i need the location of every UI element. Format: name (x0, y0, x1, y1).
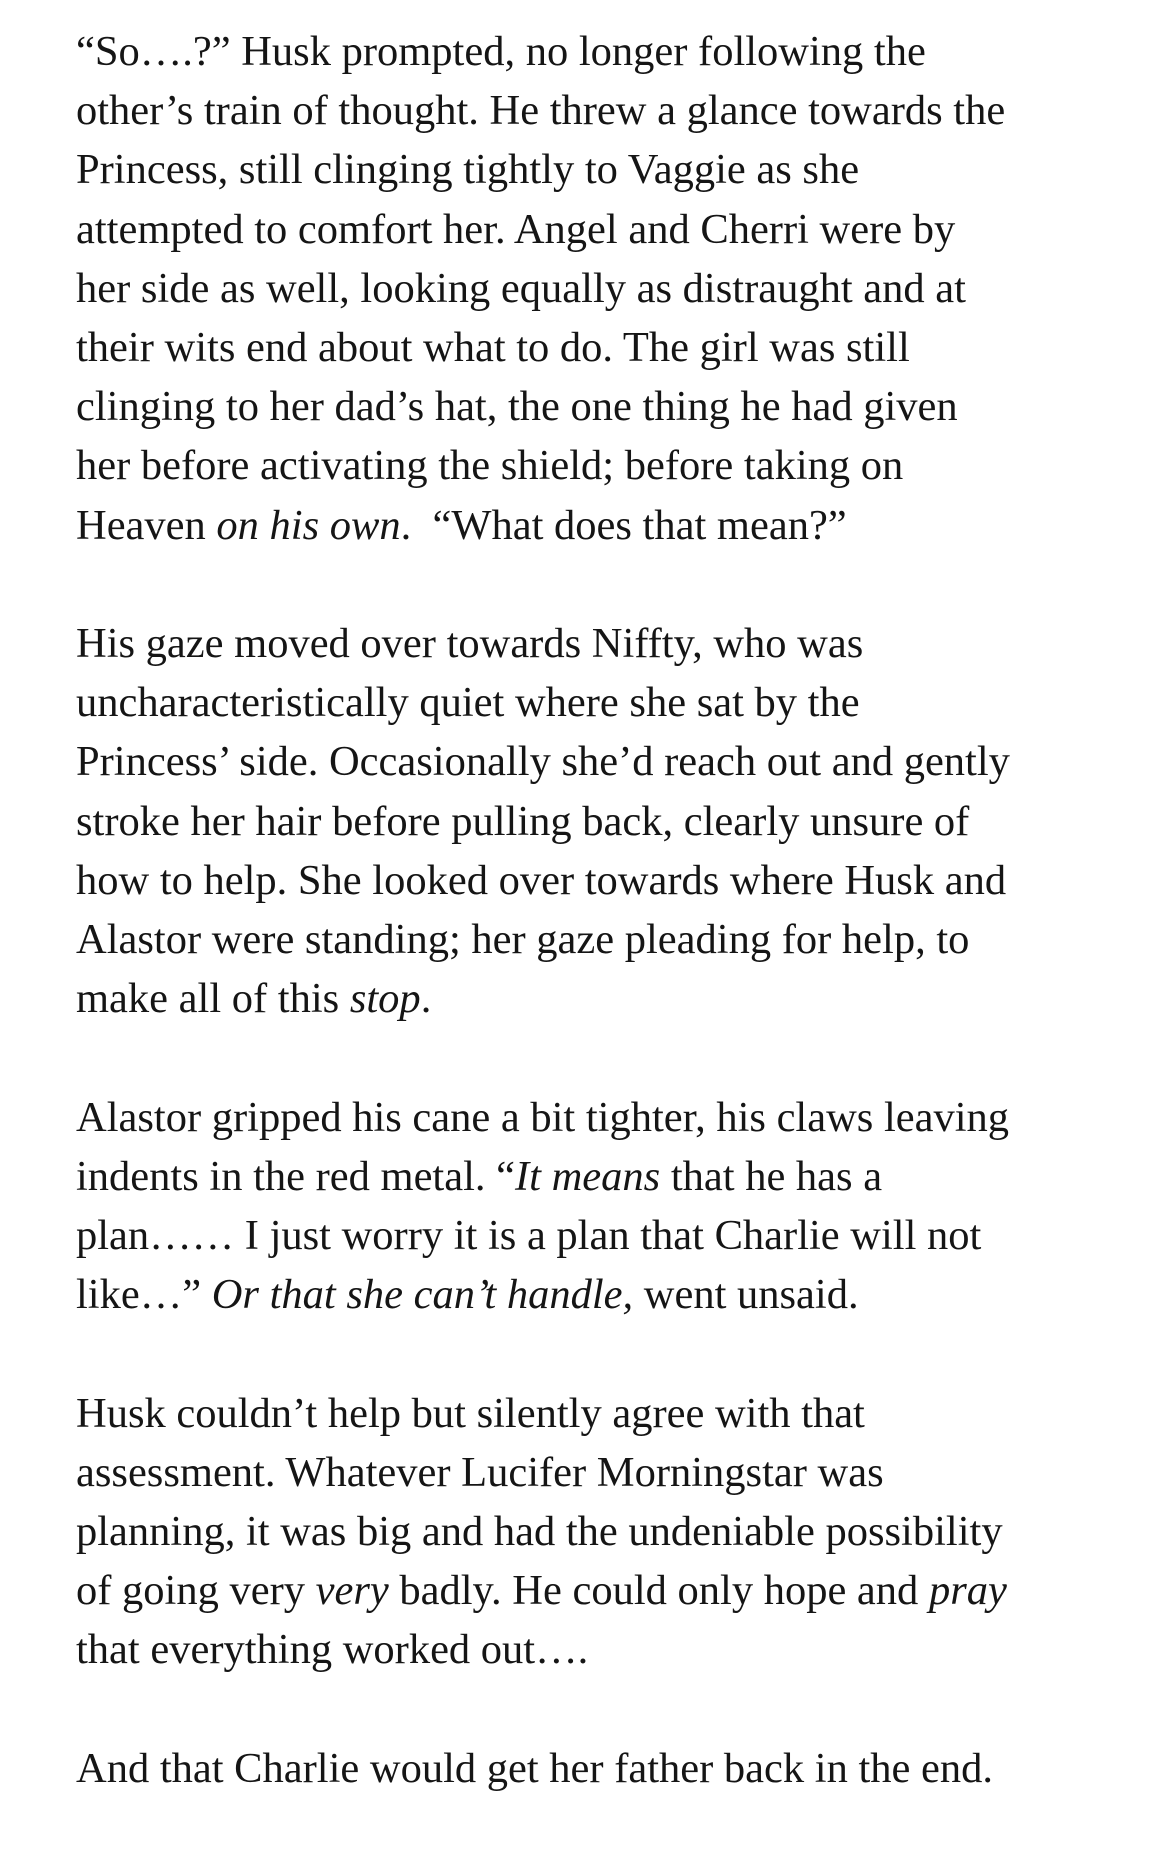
text-segment: make all of this (76, 975, 350, 1023)
italic-text: stop (349, 975, 421, 1023)
italic-text: on his own (216, 501, 401, 549)
text-segment: like…” (76, 1271, 212, 1319)
text-line (76, 1384, 1116, 1443)
text-line (76, 851, 1116, 910)
text-line (76, 140, 1116, 199)
text-line (76, 259, 1116, 318)
story-text (76, 22, 1116, 1798)
italic-text: It means (515, 1152, 661, 1200)
paragraph (76, 1384, 1116, 1680)
text-segment: Heaven (76, 501, 217, 549)
text-segment: And that Charlie would get her father back in the end. (76, 1744, 993, 1792)
text-segment: plan…… I just worry it is a plan that Charlie will not (76, 1212, 982, 1260)
text-segment: His gaze moved over towards Niffty, who was (76, 620, 864, 668)
text-line (76, 1561, 1116, 1620)
text-line (76, 910, 1116, 969)
text-segment: Husk couldn’t help but silently agree with that (76, 1389, 865, 1437)
text-line (76, 81, 1116, 140)
text-segment: planning, it was big and had the undeniable possibility (76, 1508, 1003, 1556)
text-line (76, 1088, 1116, 1147)
text-line (76, 1739, 1116, 1798)
text-line (76, 22, 1116, 81)
italic-text: Or that she can’t handle, (211, 1271, 634, 1319)
text-line (76, 1206, 1116, 1265)
text-segment: Alastor were standing; her gaze pleading for help, to (76, 916, 970, 964)
text-line (76, 969, 1116, 1028)
text-line (76, 436, 1116, 495)
paragraph (76, 1739, 1116, 1798)
text-segment: clinging to her dad’s hat, the one thing he had given (76, 383, 958, 431)
text-segment: stroke her hair before pulling back, clearly unsure of (76, 797, 970, 845)
text-segment: indents in the red metal. “ (76, 1152, 516, 1200)
text-line (76, 1620, 1116, 1679)
text-line (76, 614, 1116, 673)
text-line (76, 1502, 1116, 1561)
text-segment: uncharacteristically quiet where she sat by the (76, 679, 860, 727)
text-segment: how to help. She looked over towards where Husk and (76, 856, 1007, 904)
text-segment: that everything worked out…. (76, 1626, 589, 1674)
text-segment: of going very (76, 1567, 316, 1615)
italic-text: pray (928, 1567, 1007, 1615)
text-segment: Princess, still clinging tightly to Vaggie as she (76, 146, 860, 194)
text-segment: assessment. Whatever Lucifer Morningstar was (76, 1448, 884, 1496)
text-segment: attempted to comfort her. Angel and Cherri were by (76, 205, 956, 253)
text-line (76, 732, 1116, 791)
text-segment: went unsaid. (633, 1271, 859, 1319)
italic-text: very (315, 1567, 389, 1615)
text-segment: “So….?” Husk prompted, no longer following the (76, 28, 926, 75)
text-line (76, 200, 1116, 259)
text-line (76, 318, 1116, 377)
text-segment: other’s train of thought. He threw a glance towards the (76, 87, 1006, 135)
paragraph (76, 22, 1116, 555)
text-line (76, 496, 1116, 555)
text-segment: her side as well, looking equally as distraught and at (76, 264, 966, 312)
text-line (76, 377, 1116, 436)
text-line (76, 792, 1116, 851)
text-segment: . (420, 975, 432, 1023)
text-segment: that he has a (660, 1152, 883, 1200)
text-segment: . “What does that mean?” (400, 501, 847, 549)
text-line (76, 1147, 1116, 1206)
text-segment: Alastor gripped his cane a bit tighter, his claws leaving (76, 1093, 1010, 1141)
paragraph (76, 614, 1116, 1028)
text-segment: her before activating the shield; before taking on (76, 442, 904, 490)
text-segment: their wits end about what to do. The girl was still (76, 324, 910, 372)
text-line (76, 1443, 1116, 1502)
paragraph (76, 1088, 1116, 1325)
text-line (76, 1265, 1116, 1324)
text-segment: badly. He could only hope and (388, 1567, 929, 1615)
text-line (76, 673, 1116, 732)
text-segment: Princess’ side. Occasionally she’d reach out and gently (76, 738, 1010, 786)
